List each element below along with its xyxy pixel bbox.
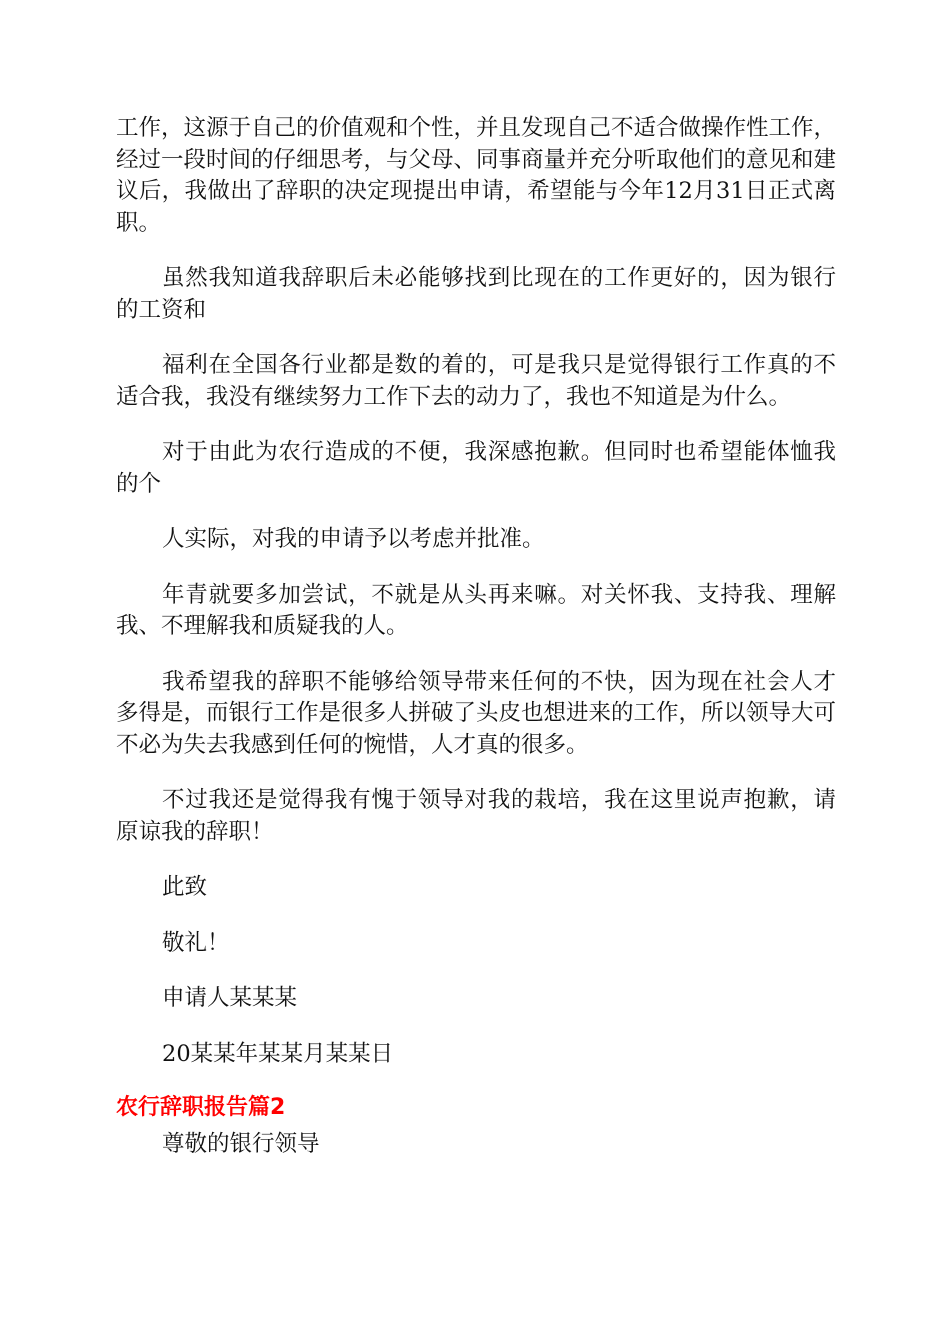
paragraph-no-regret: 我希望我的辞职不能够给领导带来任何的不快，因为现在社会人才多得是，而银行工作是很多人拼破了头皮也想进来的工作，所以领导大可不必为失去我感到任何的惋惜，人才真的很多。	[116, 668, 837, 758]
paragraph-benefits: 福利在全国各行业都是数的着的，可是我只是觉得银行工作真的不适合我，我没有继续努力工作下去的动力了，我也不知道是为什么。	[116, 352, 836, 410]
application-date: 20某某年某某月某某日	[162, 1040, 394, 1067]
paragraph-apology: 对于由此为农行造成的不便，我深感抱歉。但同时也希望能体恤我的个	[116, 439, 836, 497]
paragraph-salary: 虽然我知道我辞职后未必能够找到比现在的工作更好的，因为银行的工资和	[116, 265, 836, 323]
applicant-signature: 申请人某某某	[162, 985, 298, 1011]
paragraph-continuation: 工作，这源于自己的价值观和个性，并且发现自己不适合做操作性工作，经过一段时间的仔细思考，与父母、同事商量并充分听取他们的意见和建议后，我做出了辞职的决定现提出申请，希望能与今年12月31日正式离职。	[116, 115, 837, 236]
closing-jingli: 敬礼！	[162, 929, 230, 956]
paragraph-approval: 人实际，对我的申请予以考虑并批准。	[162, 526, 545, 552]
section-heading: 农行辞职报告篇2	[116, 1095, 286, 1120]
paragraph-youth: 年青就要多加尝试，不就是从头再来嘛。对关怀我、支持我、理解我、不理解我和质疑我的人。	[116, 581, 836, 639]
paragraph-gratitude: 不过我还是觉得我有愧于领导对我的栽培，我在这里说声抱歉，请原谅我的辞职！	[116, 787, 836, 845]
salutation: 尊敬的银行领导	[162, 1131, 320, 1157]
closing-cizhi: 此致	[162, 874, 208, 900]
document-body	[116, 113, 836, 1161]
